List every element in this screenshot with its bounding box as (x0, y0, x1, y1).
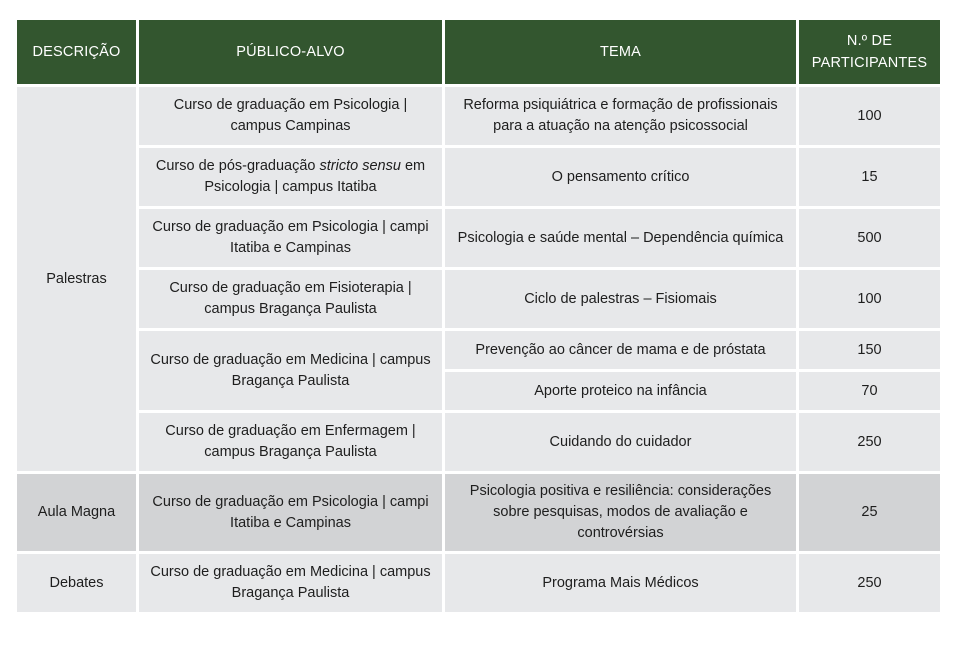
table-row (17, 148, 940, 206)
publico-cell: Curso de graduação em Fisioterapia | campus Bragança Paulista (139, 270, 442, 328)
publico-cell: Curso de graduação em Psicologia | campi Itatiba e Campinas (139, 209, 442, 267)
publico-cell: Curso de graduação em Medicina | campus Bragança Paulista (139, 554, 442, 612)
table-row (17, 413, 940, 471)
publico-cell: Curso de graduação em Psicologia | campus Campinas (139, 87, 442, 145)
participantes-cell: 250 (799, 413, 940, 471)
publico-cell: Curso de graduação em Psicologia | campi Itatiba e Campinas (139, 474, 442, 551)
publico-text: Curso de pós-graduação (155, 158, 320, 174)
group-palestras: Palestras (17, 87, 136, 471)
header-participantes-line2: PARTICIPANTES (811, 55, 928, 71)
participantes-cell: 25 (799, 474, 940, 551)
publico-cell (139, 148, 442, 206)
participantes-cell: 100 (799, 87, 940, 145)
publico-text: em Psicologia | campus Itatiba (204, 158, 426, 195)
tema-cell: Cuidando do cuidador (445, 413, 796, 471)
table-row (17, 474, 940, 551)
participantes-cell: 15 (799, 148, 940, 206)
publico-cell: Curso de graduação em Medicina | campus Bragança Paulista (139, 331, 442, 410)
table-row (17, 331, 940, 369)
header-descricao: DESCRIÇÃO (17, 20, 136, 84)
publico-cell: Curso de graduação em Enfermagem | campus Bragança Paulista (139, 413, 442, 471)
tema-cell: O pensamento crítico (445, 148, 796, 206)
publico-italic: stricto sensu (319, 158, 401, 174)
header-participantes-line1: N.º DE (846, 33, 893, 49)
participantes-cell: 100 (799, 270, 940, 328)
events-table-container (14, 17, 940, 615)
tema-cell: Reforma psiquiátrica e formação de profissionais para a atuação na atenção psicossocial (445, 87, 796, 145)
header-publico-alvo: PÚBLICO-ALVO (139, 20, 442, 84)
header-participantes (799, 20, 940, 84)
table-row (17, 554, 940, 612)
header-tema: TEMA (445, 20, 796, 84)
group-aula-magna: Aula Magna (17, 474, 136, 551)
header-row (17, 20, 940, 84)
tema-cell: Psicologia positiva e resiliência: considerações sobre pesquisas, modos de avaliação e controvérsias (445, 474, 796, 551)
participantes-cell: 70 (799, 372, 940, 410)
tema-cell: Programa Mais Médicos (445, 554, 796, 612)
events-table (14, 17, 943, 615)
table-row (17, 87, 940, 145)
group-debates: Debates (17, 554, 136, 612)
participantes-cell: 250 (799, 554, 940, 612)
participantes-cell: 150 (799, 331, 940, 369)
tema-cell: Psicologia e saúde mental – Dependência química (445, 209, 796, 267)
tema-cell: Prevenção ao câncer de mama e de próstata (445, 331, 796, 369)
table-row (17, 209, 940, 267)
table-row (17, 270, 940, 328)
participantes-cell: 500 (799, 209, 940, 267)
tema-cell: Aporte proteico na infância (445, 372, 796, 410)
tema-cell: Ciclo de palestras – Fisiomais (445, 270, 796, 328)
